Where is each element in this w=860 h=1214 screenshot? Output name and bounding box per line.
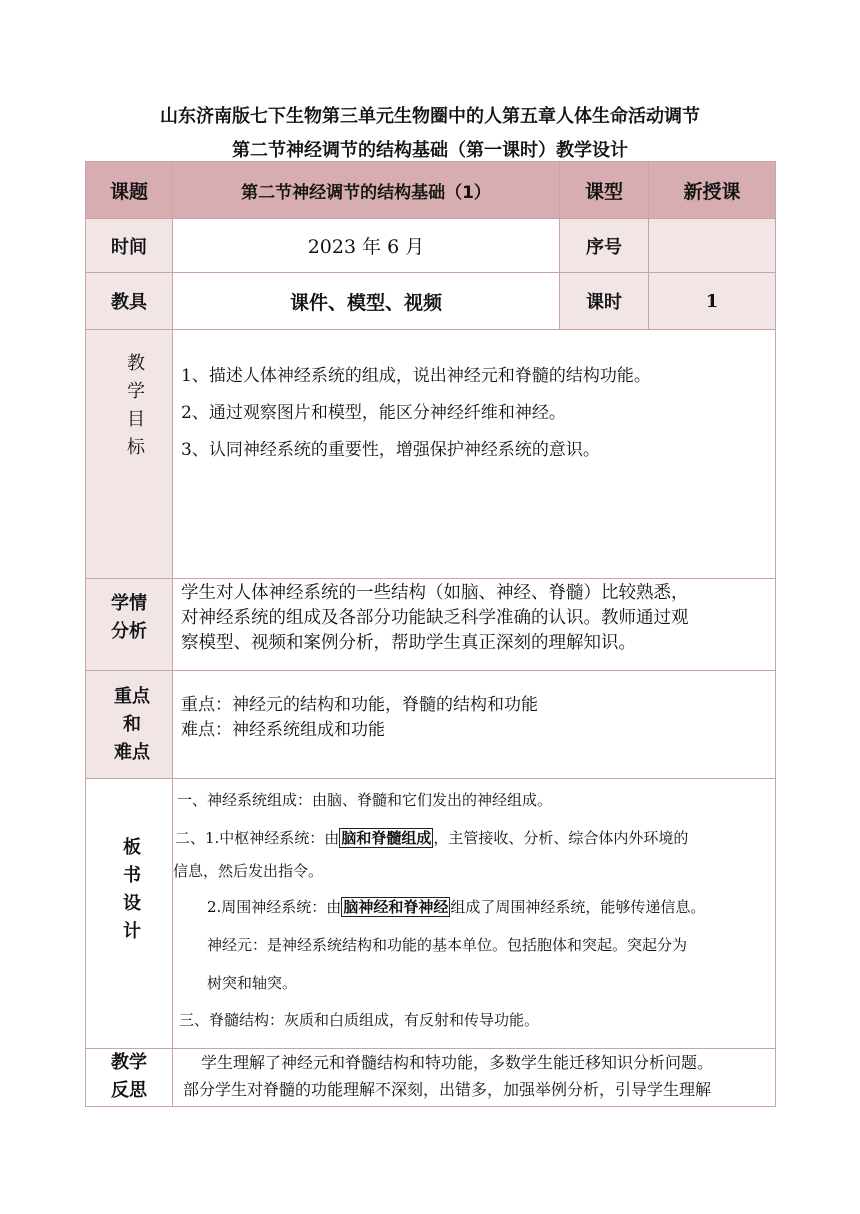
tools-row	[86, 273, 776, 330]
board-label-char: 计	[123, 920, 141, 942]
board-label	[86, 779, 173, 1049]
reflection-content	[173, 1049, 776, 1107]
order-label: 序号	[560, 219, 649, 273]
goal-item: 1、描述人体神经系统的组成，说出神经元和脊髓的结构功能。	[181, 366, 651, 386]
board-line: 三、脊髓结构：灰质和白质组成，有反射和传导功能。	[179, 1011, 540, 1029]
tools-value: 课件、模型、视频	[173, 273, 560, 330]
board-text: 组成了周围神经系统，能够传递信息。	[450, 898, 706, 916]
tools-label: 教具	[86, 273, 173, 330]
reflection-label-line: 教学	[111, 1052, 147, 1073]
boxed-term: 脑神经和脊神经	[343, 898, 449, 916]
reflection-label-line: 反思	[111, 1080, 147, 1101]
board-line: 一、神经系统组成：由脑、脊髓和它们发出的神经组成。	[177, 791, 553, 809]
goals-label-char: 标	[127, 437, 145, 458]
reflection-row	[86, 1049, 776, 1107]
board-label-char: 书	[123, 864, 141, 886]
board-line: 神经元：是神经系统结构和功能的基本单位。包括胞体和突起。突起分为	[207, 936, 688, 954]
goals-content	[173, 330, 776, 579]
goal-item: 2、通过观察图片和模型，能区分神经纤维和神经。	[181, 403, 566, 423]
key-points-content	[173, 671, 776, 779]
boxed-term: 脑和脊髓组成	[341, 829, 432, 847]
lesson-plan-table	[85, 161, 776, 1107]
key-point-line: 重点：神经元的结构和功能，脊髓的结构和功能	[181, 694, 538, 715]
document-title-line2: 第二节神经调节的结构基础（第一课时）教学设计	[232, 140, 628, 161]
time-value: 2023 年 6 月	[173, 219, 560, 273]
analysis-content	[173, 579, 776, 671]
lesson-type-label: 课型	[560, 162, 649, 219]
key-points-label-line: 和	[123, 713, 141, 735]
key-points-label-line: 难点	[114, 741, 150, 763]
board-row	[86, 779, 776, 1049]
time-label: 时间	[86, 219, 173, 273]
goal-item: 3、认同神经系统的重要性，增强保护神经系统的意识。	[181, 440, 600, 460]
board-line: 信息，然后发出指令。	[173, 862, 324, 880]
lesson-type-value: 新授课	[649, 162, 776, 219]
analysis-line: 对神经系统的组成及各部分功能缺乏科学准确的认识。教师通过观	[181, 608, 689, 628]
key-point-line: 难点：神经系统组成和功能	[181, 719, 385, 740]
board-label-char: 板	[123, 836, 141, 858]
goals-label-char: 目	[127, 409, 145, 430]
time-row	[86, 219, 776, 273]
board-content	[173, 779, 776, 1049]
topic-label: 课题	[86, 162, 173, 219]
key-points-label	[86, 671, 173, 779]
analysis-line: 学生对人体神经系统的一些结构（如脑、神经、脊髓）比较熟悉，	[181, 583, 689, 603]
reflection-label	[86, 1049, 173, 1107]
analysis-line: 察模型、视频和案例分析，帮助学生真正深刻的理解知识。	[181, 633, 636, 653]
goals-label-char: 学	[127, 381, 145, 402]
analysis-label-line: 学情	[111, 592, 147, 614]
analysis-label	[86, 579, 173, 671]
reflection-line: 学生理解了神经元和脊髓结构和特功能，多数学生能迁移知识分析问题。	[201, 1053, 714, 1072]
board-text: ，主管接收、分析、综合体内外环境的	[433, 829, 689, 847]
goals-label	[86, 330, 173, 579]
board-label-char: 设	[123, 892, 141, 914]
header-row	[86, 162, 776, 219]
analysis-label-line: 分析	[111, 620, 147, 642]
board-line	[173, 887, 775, 927]
hours-value: 1	[649, 273, 776, 330]
board-line: 树突和轴突。	[207, 974, 298, 992]
goals-label-char: 教	[127, 353, 145, 374]
key-points-label-line: 重点	[114, 685, 150, 707]
board-line	[173, 821, 775, 855]
key-points-row	[86, 671, 776, 779]
order-value	[649, 219, 776, 273]
analysis-row	[86, 579, 776, 671]
hours-label: 课时	[560, 273, 649, 330]
topic-value: 第二节神经调节的结构基础（1）	[173, 162, 560, 219]
board-text: 二、1.中枢神经系统：由	[175, 829, 340, 847]
reflection-line: 部分学生对脊髓的功能理解不深刻，出错多，加强举例分析，引导学生理解	[183, 1080, 712, 1099]
goals-row	[86, 330, 776, 579]
board-text: 2.周围神经系统：由	[207, 898, 342, 916]
document-title-line1: 山东济南版七下生物第三单元生物圈中的人第五章人体生命活动调节	[160, 106, 700, 127]
